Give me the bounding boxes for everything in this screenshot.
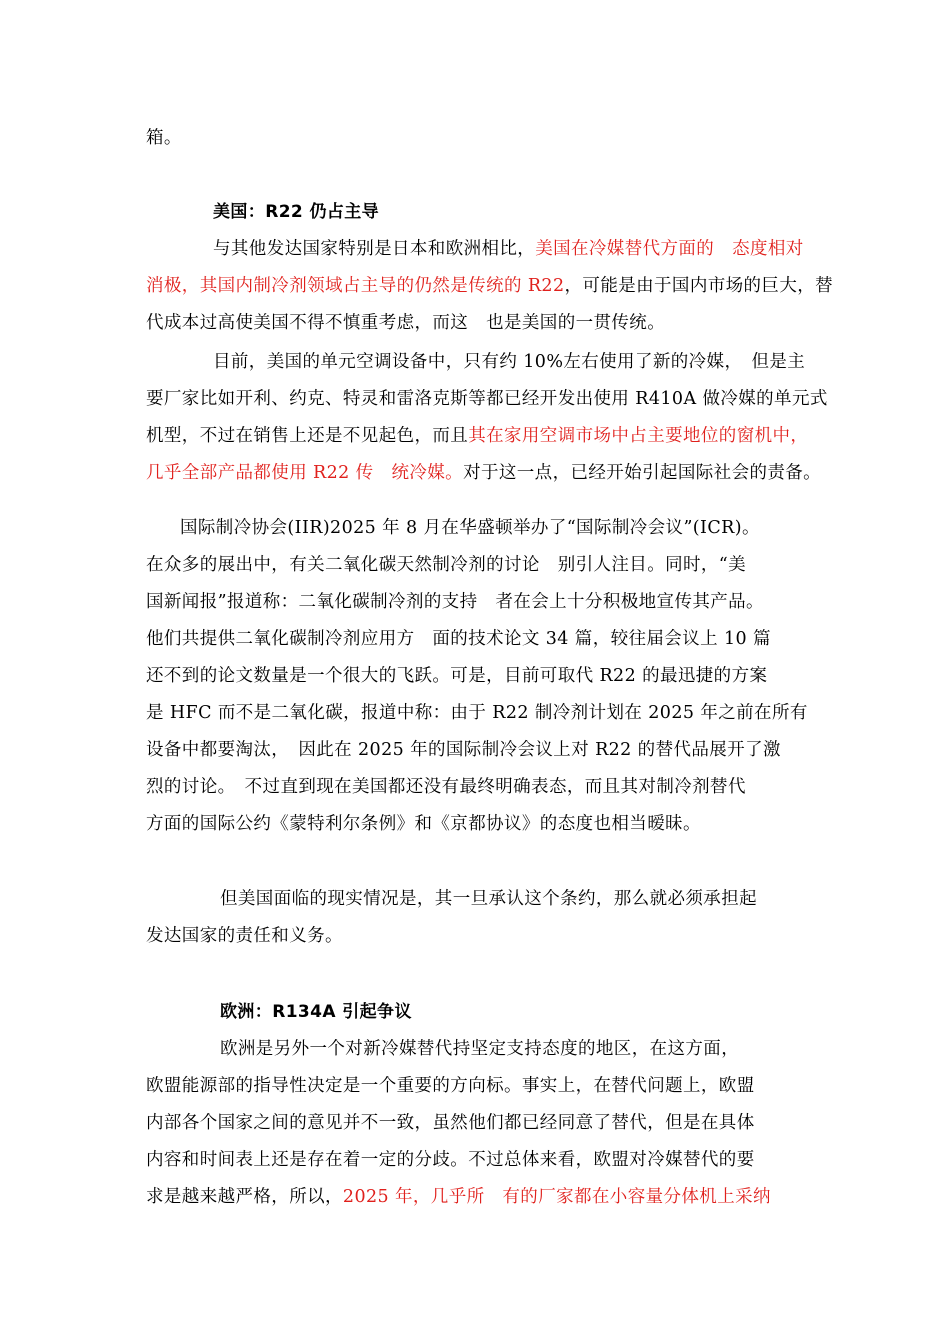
us-paragraph-3-line-5: 还不到的论文数量是一个很大的飞跃。可是，目前可取代 R22 的最迅捷的方案 xyxy=(146,666,768,686)
eu-paragraph-1-line-2: 欧盟能源部的指导性决定是一个重要的方向标。事实上，在替代问题上，欧盟 xyxy=(146,1076,755,1096)
us-paragraph-3-line-4: 他们共提供二氧化碳制冷剂应用方 面的技术论文 34 篇，较往届会议上 10 篇 xyxy=(146,629,771,649)
eu-paragraph-1-line-1: 欧洲是另外一个对新冷媒替代持坚定支持态度的地区，在这方面， xyxy=(220,1039,740,1059)
us-paragraph-3-line-9: 方面的国际公约《蒙特利尔条例》和《京都协议》的态度也相当暧昧。 xyxy=(146,814,701,834)
us-paragraph-2-line-1: 目前，美国的单元空调设备中，只有约 10%左右使用了新的冷媒， 但是主 xyxy=(213,352,806,372)
paragraph-fragment: 箱。 xyxy=(146,128,182,148)
us-paragraph-3-line-7: 设备中都要淘汰， 因此在 2025 年的国际制冷会议上对 R22 的替代品展开了激 xyxy=(146,740,781,760)
us-paragraph-1-line-3: 代成本过高使美国不得不慎重考虑，而这 也是美国的一贯传统。 xyxy=(146,313,666,333)
us-paragraph-2-line-2: 要厂家比如开利、约克、特灵和雷洛克斯等都已经开发出使用 R410A 做冷媒的单元式 xyxy=(146,389,828,409)
highlighted-text: 其在家用空调市场中占主要地位的窗机中， xyxy=(468,426,809,446)
highlighted-text: 美国在冷媒替代方面的 态度相对 xyxy=(535,239,804,259)
highlighted-text: 消极，其国内制冷剂领域占主导的仍然是传统的 R22 xyxy=(146,276,565,296)
us-paragraph-3-line-3: 国新闻报”报道称：二氧化碳制冷剂的支持 者在会上十分积极地宣传其产品。 xyxy=(146,592,764,612)
us-paragraph-4-line-2: 发达国家的责任和义务。 xyxy=(146,926,343,946)
us-paragraph-2-line-3: 机型，不过在销售上还是不见起色，而且其在家用空调市场中占主要地位的窗机中， xyxy=(146,426,809,446)
highlighted-text: 几乎全部产品都使用 R22 传 统冷媒。 xyxy=(146,463,464,483)
us-paragraph-3-line-6: 是 HFC 而不是二氧化碳，报道中称：由于 R22 制冷剂计划在 2025 年之前在所有 xyxy=(146,703,808,723)
us-paragraph-1-line-2: 消极，其国内制冷剂领域占主导的仍然是传统的 R22，可能是由于国内市场的巨大，替 xyxy=(146,276,834,296)
us-paragraph-3-line-2: 在众多的展出中，有关二氧化碳天然制冷剂的讨论 别引人注目。同时，“美 xyxy=(146,555,747,575)
us-paragraph-3-line-8: 烈的讨论。 不过直到现在美国都还没有最终明确表态，而且其对制冷剂替代 xyxy=(146,777,746,797)
eu-paragraph-1-line-4: 内容和时间表上还是存在着一定的分歧。不过总体来看，欧盟对冷媒替代的要 xyxy=(146,1150,755,1170)
us-paragraph-4-line-1: 但美国面临的现实情况是，其一旦承认这个条约，那么就必须承担起 xyxy=(220,889,757,909)
us-paragraph-2-line-4: 几乎全部产品都使用 R22 传 统冷媒。对于这一点，已经开始引起国际社会的责备。 xyxy=(146,463,822,483)
section-heading-eu: 欧洲：R134A 引起争议 xyxy=(220,1002,412,1022)
us-paragraph-3-line-1: 国际制冷协会(IIR)2025 年 8 月在华盛顿举办了“国际制冷会议”(ICR)。 xyxy=(180,518,760,538)
us-paragraph-1-line-1: 与其他发达国家特别是日本和欧洲相比，美国在冷媒替代方面的 态度相对 xyxy=(213,239,804,259)
section-heading-us: 美国：R22 仍占主导 xyxy=(213,202,380,222)
eu-paragraph-1-line-3: 内部各个国家之间的意见并不一致，虽然他们都已经同意了替代，但是在具体 xyxy=(146,1113,755,1133)
eu-paragraph-1-line-5: 求是越来越严格，所以，2025 年，几乎所 有的厂家都在小容量分体机上采纳 xyxy=(146,1187,771,1207)
highlighted-text: 2025 年，几乎所 有的厂家都在小容量分体机上采纳 xyxy=(342,1187,771,1207)
